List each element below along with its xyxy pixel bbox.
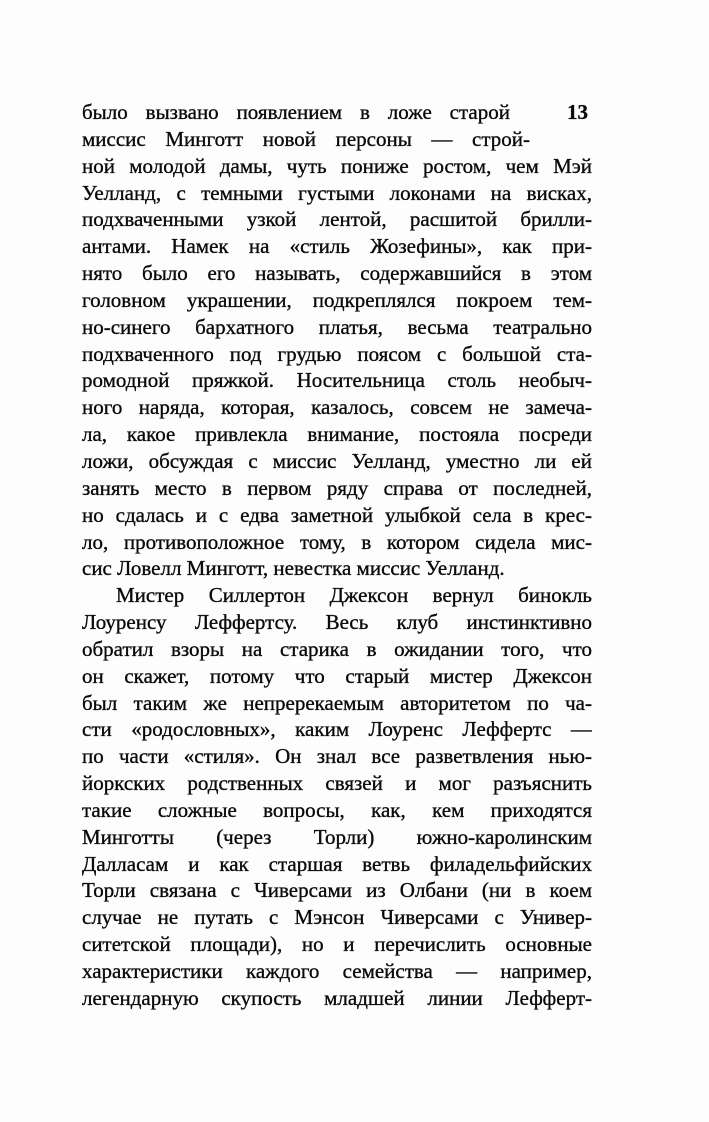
- text-line: обратил взоры на старика в ожидании того, что: [82, 636, 592, 661]
- text-line: Уелланд, с темными густыми локонами на висках,: [82, 180, 592, 205]
- text-line: случае не путать с Мэнсон Чиверсами с Универ-: [82, 905, 592, 930]
- text-line-paragraph-end: сис Ловелл Минготт, невестка миссис Уелланд.: [82, 556, 505, 581]
- text-line: сти «родословных», каким Лоуренс Леффертс —: [82, 717, 592, 742]
- text-line: такие сложные вопросы, как, кем приходятся: [82, 797, 592, 822]
- book-page-text-block: [82, 99, 592, 1012]
- text-line: йоркских родственных связей и мог разъяснить: [82, 771, 592, 796]
- text-line: нято было его называть, содержавшийся в этом: [82, 261, 592, 286]
- text-line: головном украшении, подкреплялся покроем тем-: [82, 287, 592, 312]
- text-line: но сдалась и с едва заметной улыбкой села в крес-: [82, 502, 592, 527]
- text-line: занять место в первом ряду справа от последней,: [82, 475, 592, 500]
- text-line: он скажет, потому что старый мистер Джексон: [82, 663, 592, 688]
- text-line: Торли связана с Чиверсами из Олбани (ни в коем: [82, 878, 592, 903]
- text-line: антами. Намек на «стиль Жозефины», как при-: [82, 234, 592, 259]
- text-line: легендарную скупость младшей линии Лефферт-: [82, 985, 592, 1010]
- text-line: подхваченного под грудью поясом с большой ста-: [82, 341, 592, 366]
- text-line: характеристики каждого семейства — например,: [82, 959, 592, 983]
- page-number: 13: [567, 100, 588, 124]
- text-line: Минготты (через Торли) южно-каролинским: [82, 824, 592, 849]
- text-line: но-синего бархатного платья, весьма театрально: [82, 314, 592, 339]
- text-line-content: было вызвано появлением в ложе старой: [82, 100, 510, 124]
- text-line: ложи, обсуждая с миссис Уелланд, уместно ли ей: [82, 448, 592, 473]
- text-line: ситетской площади), но и перечислить основные: [82, 932, 592, 957]
- text-line: был таким же непререкаемым авторитетом по ча-: [82, 690, 592, 715]
- text-line: [82, 126, 592, 153]
- text-line: Лоуренсу Леффертсу. Весь клуб инстинктивно: [82, 610, 592, 635]
- text-line-paragraph-start: Мистер Силлертон Джексон вернул бинокль: [116, 583, 592, 608]
- text-line: ной молодой дамы, чуть пониже ростом, чем Мэй: [82, 153, 592, 178]
- text-line: ла, какое привлекла внимание, постояла посреди: [82, 422, 592, 447]
- text-line: ного наряда, которая, казалось, совсем не замеча-: [82, 395, 592, 420]
- text-line: Далласам и как старшая ветвь филадельфийских: [82, 851, 592, 876]
- text-line-content: миссис Минготт новой персоны — строй-: [82, 126, 530, 151]
- text-line: ло, противоположное тому, в котором сидела мис-: [82, 529, 592, 554]
- text-line: подхваченными узкой лентой, расшитой брилли-: [82, 207, 592, 232]
- text-line: [82, 99, 592, 126]
- text-line: по части «стиля». Он знал все разветвления нью-: [82, 744, 592, 769]
- text-line: ромодной пряжкой. Носительница столь необыч-: [82, 368, 592, 393]
